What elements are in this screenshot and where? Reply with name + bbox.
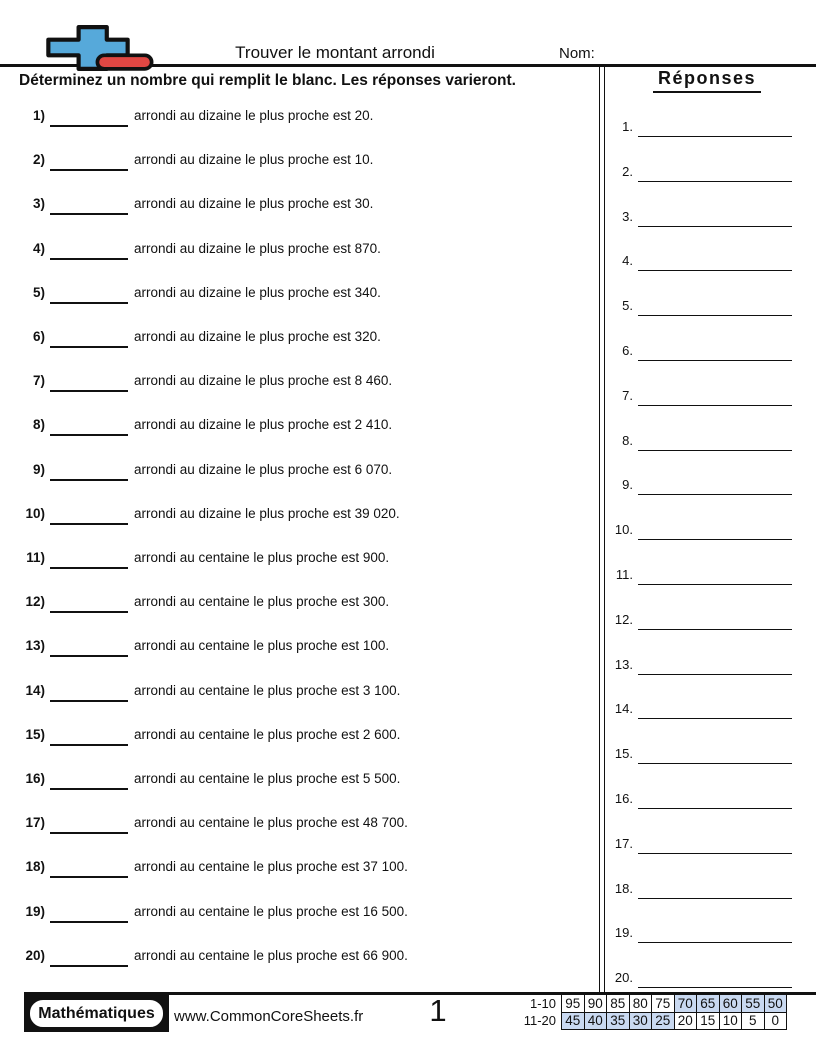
answer-row [610, 565, 794, 585]
grade-cell: 30 [629, 1012, 652, 1030]
answer-number: 20. [614, 970, 633, 986]
grading-row [562, 995, 787, 1013]
answer-row [610, 520, 794, 540]
question-text: arrondi au centaine le plus proche est 300. [134, 594, 390, 610]
question-number: 17) [25, 815, 45, 831]
answer-row [610, 207, 794, 227]
page-title: Trouver le montant arrondi [235, 43, 435, 62]
question-number: 2) [32, 152, 45, 168]
answer-blank [638, 539, 792, 540]
question-text: arrondi au centaine le plus proche est 48 700. [134, 815, 408, 831]
question-number: 14) [25, 682, 45, 698]
answer-blank [638, 450, 792, 451]
answer-row [610, 386, 794, 406]
question-row [20, 460, 598, 480]
question-blank [50, 946, 128, 967]
minus-icon [97, 55, 151, 69]
grading-table [498, 994, 787, 1030]
question-blank [50, 902, 128, 923]
question-blank [50, 504, 128, 525]
answer-number: 17. [614, 835, 633, 851]
question-row [20, 371, 598, 391]
answer-row [610, 610, 794, 630]
question-text: arrondi au dizaine le plus proche est 6 070. [134, 461, 393, 477]
grade-cell: 15 [697, 1012, 720, 1030]
question-text: arrondi au dizaine le plus proche est 8 460. [134, 373, 393, 389]
question-row [20, 902, 598, 922]
answer-row [610, 834, 794, 854]
website-text: www.CommonCoreSheets.fr [174, 1008, 364, 1025]
answer-row [610, 699, 794, 719]
question-row [20, 813, 598, 833]
subject-badge [24, 995, 169, 1032]
question-number: 4) [32, 240, 45, 256]
question-blank [50, 150, 128, 171]
answer-number: 1. [622, 119, 633, 134]
question-text: arrondi au centaine le plus proche est 3 100. [134, 682, 401, 698]
question-text: arrondi au dizaine le plus proche est 39 020. [134, 505, 400, 521]
answer-blank [638, 987, 792, 988]
question-row [20, 725, 598, 745]
answer-blank [638, 405, 792, 406]
answer-number: 19. [614, 925, 633, 941]
question-row [20, 327, 598, 347]
answer-number: 15. [614, 746, 633, 762]
question-row [20, 636, 598, 656]
question-text: arrondi au centaine le plus proche est 2 600. [134, 726, 401, 742]
answer-row [610, 655, 794, 675]
question-blank [50, 769, 128, 790]
answer-number: 14. [614, 701, 633, 717]
answer-blank [638, 181, 792, 182]
question-text: arrondi au dizaine le plus proche est 30. [134, 196, 374, 212]
answer-row [610, 296, 794, 316]
question-number: 12) [25, 594, 45, 610]
answer-row [610, 744, 794, 764]
grade-cell: 65 [697, 995, 720, 1013]
question-number: 1) [32, 108, 45, 123]
question-text: arrondi au centaine le plus proche est 5 500. [134, 771, 401, 786]
answer-blank [638, 808, 792, 809]
question-text: arrondi au centaine le plus proche est 100. [134, 638, 390, 654]
answer-blank [638, 584, 792, 585]
answer-row [610, 251, 794, 271]
grading-label-11-20: 11-20 [523, 1013, 556, 1028]
question-blank [50, 636, 128, 657]
question-blank [50, 592, 128, 613]
question-number: 11) [26, 550, 45, 565]
answer-blank [638, 629, 792, 630]
question-blank [50, 194, 128, 215]
answer-blank [638, 226, 792, 227]
question-row [20, 194, 598, 214]
subject-badge-label: Mathématiques [28, 998, 165, 1029]
answer-blank [638, 270, 792, 271]
question-row [20, 946, 598, 966]
question-row [20, 415, 598, 435]
grade-cell: 60 [719, 995, 742, 1013]
grade-cell: 95 [562, 995, 585, 1013]
answer-number: 5. [622, 298, 633, 314]
question-row [20, 283, 598, 303]
question-number: 3) [32, 196, 45, 212]
question-blank [50, 327, 128, 348]
question-number: 9) [32, 461, 45, 477]
question-row [20, 769, 598, 789]
question-row [20, 681, 598, 701]
answer-number: 10. [614, 522, 633, 538]
grade-cell: 70 [674, 995, 697, 1013]
page-number: 1 [429, 993, 447, 1028]
grading-row [562, 1012, 787, 1030]
question-text: arrondi au dizaine le plus proche est 10. [134, 152, 374, 168]
question-row [20, 504, 598, 524]
column-divider [599, 67, 605, 992]
grade-cell: 5 [742, 1012, 765, 1030]
question-blank [50, 239, 128, 260]
answer-row [610, 341, 794, 361]
answer-number: 2. [622, 163, 633, 179]
grade-cell: 35 [607, 1012, 630, 1030]
grade-cell: 25 [652, 1012, 675, 1030]
answer-number: 18. [614, 880, 633, 896]
question-row [20, 548, 598, 568]
question-blank [50, 725, 128, 746]
question-blank [50, 460, 128, 481]
question-blank [50, 283, 128, 304]
answer-number: 8. [622, 432, 633, 448]
question-row [20, 857, 598, 877]
answer-number: 7. [622, 387, 633, 403]
grading-label-1-10: 1-10 [529, 996, 556, 1011]
answer-blank [638, 942, 792, 943]
answer-blank [638, 718, 792, 719]
answer-row [610, 879, 794, 899]
grade-cell: 85 [607, 995, 630, 1013]
answers-heading [606, 68, 808, 89]
question-number: 7) [32, 373, 45, 389]
grade-cell: 75 [652, 995, 675, 1013]
answer-number: 12. [614, 611, 633, 627]
grade-cell: 80 [629, 995, 652, 1013]
question-number: 15) [25, 726, 45, 742]
answer-row [610, 475, 794, 495]
question-blank [50, 681, 128, 702]
answer-number: 4. [622, 253, 633, 269]
grade-cell: 55 [742, 995, 765, 1013]
question-row [20, 239, 598, 259]
question-blank [50, 106, 128, 127]
instruction-text: Déterminez un nombre qui remplit le blanc. Les réponses varieront. [19, 72, 516, 89]
answer-blank [638, 674, 792, 675]
question-text: arrondi au dizaine le plus proche est 320. [134, 329, 381, 344]
question-text: arrondi au dizaine le plus proche est 20. [134, 108, 374, 123]
answer-row [610, 162, 794, 182]
answer-row [610, 789, 794, 809]
question-row [20, 150, 598, 170]
question-number: 20) [25, 947, 45, 963]
question-text: arrondi au dizaine le plus proche est 340. [134, 284, 381, 300]
answer-blank [638, 136, 792, 137]
answer-number: 16. [614, 791, 633, 806]
answer-number: 13. [614, 656, 633, 672]
question-row [20, 106, 598, 126]
answer-blank [638, 360, 792, 361]
answer-blank [638, 898, 792, 899]
answer-blank [638, 763, 792, 764]
question-blank [50, 548, 128, 569]
grade-cell: 50 [764, 995, 787, 1013]
answer-number: 3. [622, 208, 633, 224]
question-number: 13) [25, 638, 45, 654]
answer-number: 6. [622, 343, 633, 358]
grade-cell: 20 [674, 1012, 697, 1030]
question-number: 8) [32, 417, 45, 433]
question-blank [50, 813, 128, 834]
answer-row [610, 117, 794, 137]
grade-cell: 45 [562, 1012, 585, 1030]
question-blank [50, 415, 128, 436]
question-blank [50, 857, 128, 878]
question-blank [50, 371, 128, 392]
question-number: 19) [25, 903, 45, 919]
question-number: 10) [25, 505, 45, 521]
name-label: Nom: [559, 45, 595, 62]
grading-row-labels [498, 994, 561, 1030]
question-number: 5) [32, 284, 45, 300]
question-text: arrondi au dizaine le plus proche est 2 410. [134, 417, 393, 433]
question-text: arrondi au centaine le plus proche est 66 900. [134, 947, 408, 963]
question-number: 16) [25, 771, 45, 786]
question-text: arrondi au centaine le plus proche est 37 100. [134, 859, 408, 875]
answer-number: 9. [622, 477, 633, 493]
grade-cell: 10 [719, 1012, 742, 1030]
answer-number: 11. [615, 567, 633, 582]
question-number: 18) [25, 859, 45, 875]
grade-cell: 0 [764, 1012, 787, 1030]
answer-row [610, 923, 794, 943]
question-text: arrondi au centaine le plus proche est 900. [134, 550, 390, 565]
grade-cell: 90 [584, 995, 607, 1013]
answer-row [610, 431, 794, 451]
plus-minus-logo [44, 24, 156, 72]
grading-score-grid [561, 994, 787, 1030]
question-text: arrondi au centaine le plus proche est 16 500. [134, 903, 408, 919]
answer-blank [638, 315, 792, 316]
grade-cell: 40 [584, 1012, 607, 1030]
answer-row [610, 968, 794, 988]
question-row [20, 592, 598, 612]
answer-blank [638, 494, 792, 495]
answers-heading-text: Réponses [653, 68, 761, 93]
answer-blank [638, 853, 792, 854]
question-number: 6) [32, 329, 45, 344]
question-text: arrondi au dizaine le plus proche est 870. [134, 240, 381, 256]
